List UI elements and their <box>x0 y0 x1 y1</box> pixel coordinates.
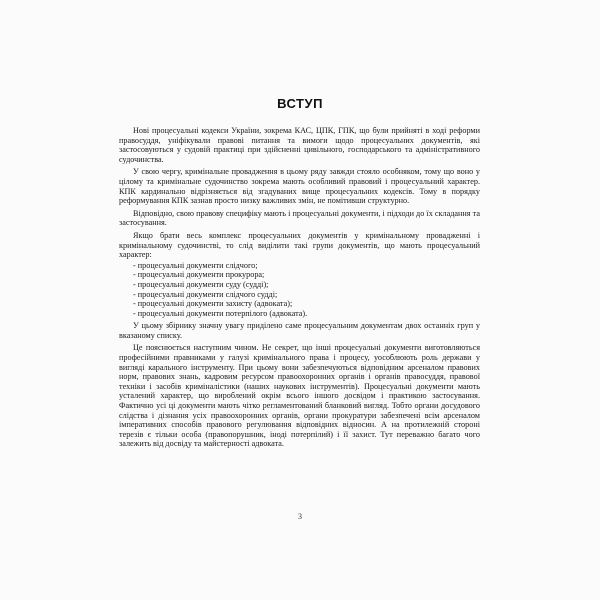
list-item: - процесуальні документи захисту (адвоката); <box>133 299 293 309</box>
list-item: - процесуальні документи потерпілого (адвоката). <box>133 308 308 318</box>
list-item: - процесуальні документи прокурора; <box>133 270 265 280</box>
paragraph-new-codes: Нові процесуальні кодекси України, зокрема КАС, ЦПК, ГПК, що були прийняті в ході реформи правосуддя, уніфікували правові питання та вимоги щодо процесуальних документів, які застосовуються у судовій практиці при здійсненні цивільного, господарського та адміністративного судочинства. <box>119 126 480 164</box>
list-item: - процесуальні документи суду (судді); <box>133 279 269 289</box>
paragraph-collection-focus: У цьому збірнику значну увагу приділено саме процесуальним документам двох останніх груп у вказаному списку. <box>119 321 480 340</box>
document-groups-list <box>119 261 480 319</box>
paragraph-document-groups-intro: Якщо брати весь комплекс процесуальних документів у кримінальному провадженні і кримінальному судочинстві, то слід виділити такі групи документів, що мають процесуальний характер: <box>119 230 480 260</box>
page-number: 3 <box>298 512 302 521</box>
body-text <box>119 126 480 452</box>
page-title: ВСТУП <box>277 96 323 111</box>
list-item: - процесуальні документи слідчого; <box>133 260 258 270</box>
paragraph-criminal-proceedings: У свою чергу, кримінальне провадження в цьому ряду завжди стояло особняком, тому що воно у цілому та кримінальне судочинство зокрема мають особливий правовий і процесуальний характер. КПК кардинально відрізняється від згадуваних вище процесуальних кодексів. Тому в порядку реформування КПК зазнав просто низку важливих змін, не помітивши структурно. <box>119 167 480 206</box>
paragraph-legal-specifics: Відповідно, свою правову специфіку мають і процесуальні документи, і підходи до їх складання та застосування. <box>119 208 480 228</box>
list-item: - процесуальні документи слідчого судді; <box>133 289 278 299</box>
paragraph-explanation: Це пояснюється наступним чином. Не секрет, що інші процесуальні документи виготовляються професійними правниками у галузі кримінального права і процесу, уособлюють роль держави у вигляді карального інструменту. При цьому вони забезпечуються відповідним арсеналом правових норм, правових знань, кадровим ресурсом правоохоронних органів і органів правосуддя, правової техніки і засобів криміналістики (наших наукових інструментів). Процесуальні документи мають усталений характер, що вироблений окрім всього іншого досвідом і практикою застосування. Фактично усі ці документи мають чітко регламентований бланковий вигляд. Тобто органи досудового слідства і дізнання усіх правоохоронних органів, органи прокуратури забезпечені всім арсеналом імперативних способів правового регулювання відповідних відносин. А на протилежній стороні терезів є тільки особа (правопорушник, іноді потерпілий) і її захист. Тут переважно багато чого залежить від досвіду та майстерності адвоката. <box>119 343 480 449</box>
